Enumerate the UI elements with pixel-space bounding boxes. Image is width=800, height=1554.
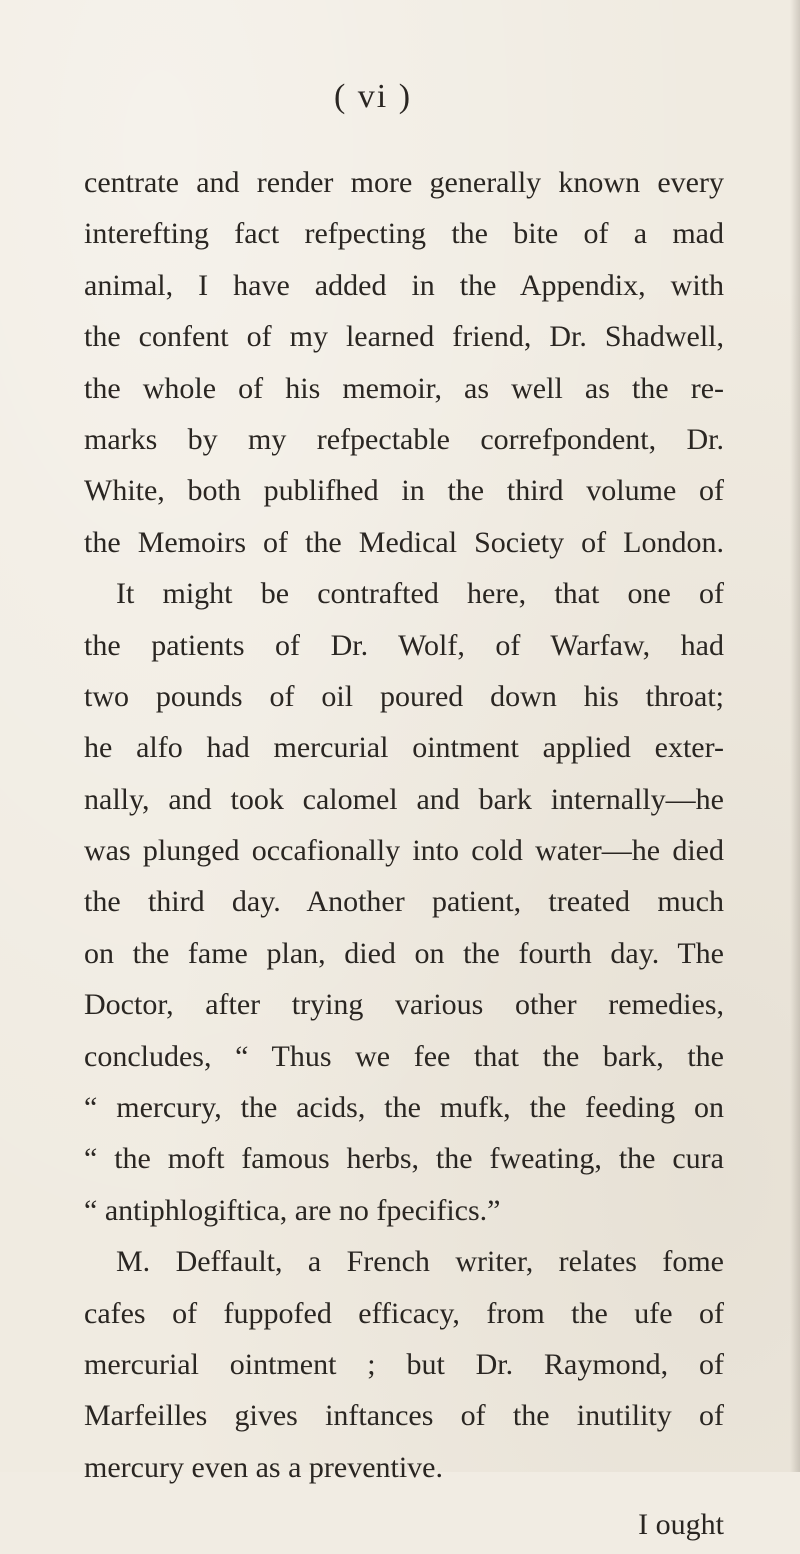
text-line: was plunged occafionally into cold water—he died — [84, 834, 724, 868]
text-line: the third day. Another patient, treated much — [84, 885, 724, 919]
text-line: he alfo had mercurial ointment applied exter- — [84, 731, 724, 765]
text-line: the patients of Dr. Wolf, of Warfaw, had — [84, 628, 724, 662]
quote-line: “ mercury, the acids, the mufk, the feeding on — [84, 1091, 724, 1125]
text-line: White, both publifhed in the third volume of — [84, 474, 724, 508]
text-line: the Memoirs of the Medical Society of London. — [84, 525, 724, 559]
catchword: I ought — [638, 1508, 724, 1542]
paragraph-start-line: It might be contrafted here, that one of — [116, 577, 724, 611]
text-line: on the fame plan, died on the fourth day. The — [84, 936, 724, 970]
text-line: the whole of his memoir, as well as the re- — [84, 371, 724, 405]
text-line: animal, I have added in the Appendix, with — [84, 268, 724, 302]
text-line: mercury even as a preventive. — [84, 1450, 443, 1484]
body-text — [84, 160, 724, 1554]
text-line: mercurial ointment ; but Dr. Raymond, of — [84, 1347, 724, 1381]
text-line: Marfeilles gives inftances of the inutility of — [84, 1399, 724, 1433]
text-line: Doctor, after trying various other remedies, — [84, 988, 724, 1022]
text-line: concludes, “ Thus we fee that the bark, the — [84, 1039, 724, 1073]
text-line: interefting fact refpecting the bite of a mad — [84, 217, 724, 251]
quote-line: “ the moft famous herbs, the fweating, the cura — [84, 1142, 724, 1176]
text-line: marks by my refpectable correfpondent, Dr. — [84, 422, 724, 456]
text-line: the confent of my learned friend, Dr. Shadwell, — [84, 320, 724, 354]
text-line: cafes of fuppofed efficacy, from the ufe of — [84, 1296, 724, 1330]
page-edge-shadow — [790, 0, 800, 1472]
text-line: two pounds of oil poured down his throat; — [84, 679, 724, 713]
paragraph-start-line: M. Deffault, a French writer, relates fome — [116, 1245, 724, 1279]
text-line: centrate and render more generally known every — [84, 166, 724, 199]
page-number-header: ( vi ) — [333, 78, 413, 115]
quote-line: “ antiphlogiftica, are no fpecifics.” — [84, 1193, 501, 1227]
text-line: nally, and took calomel and bark internally—he — [84, 782, 724, 816]
